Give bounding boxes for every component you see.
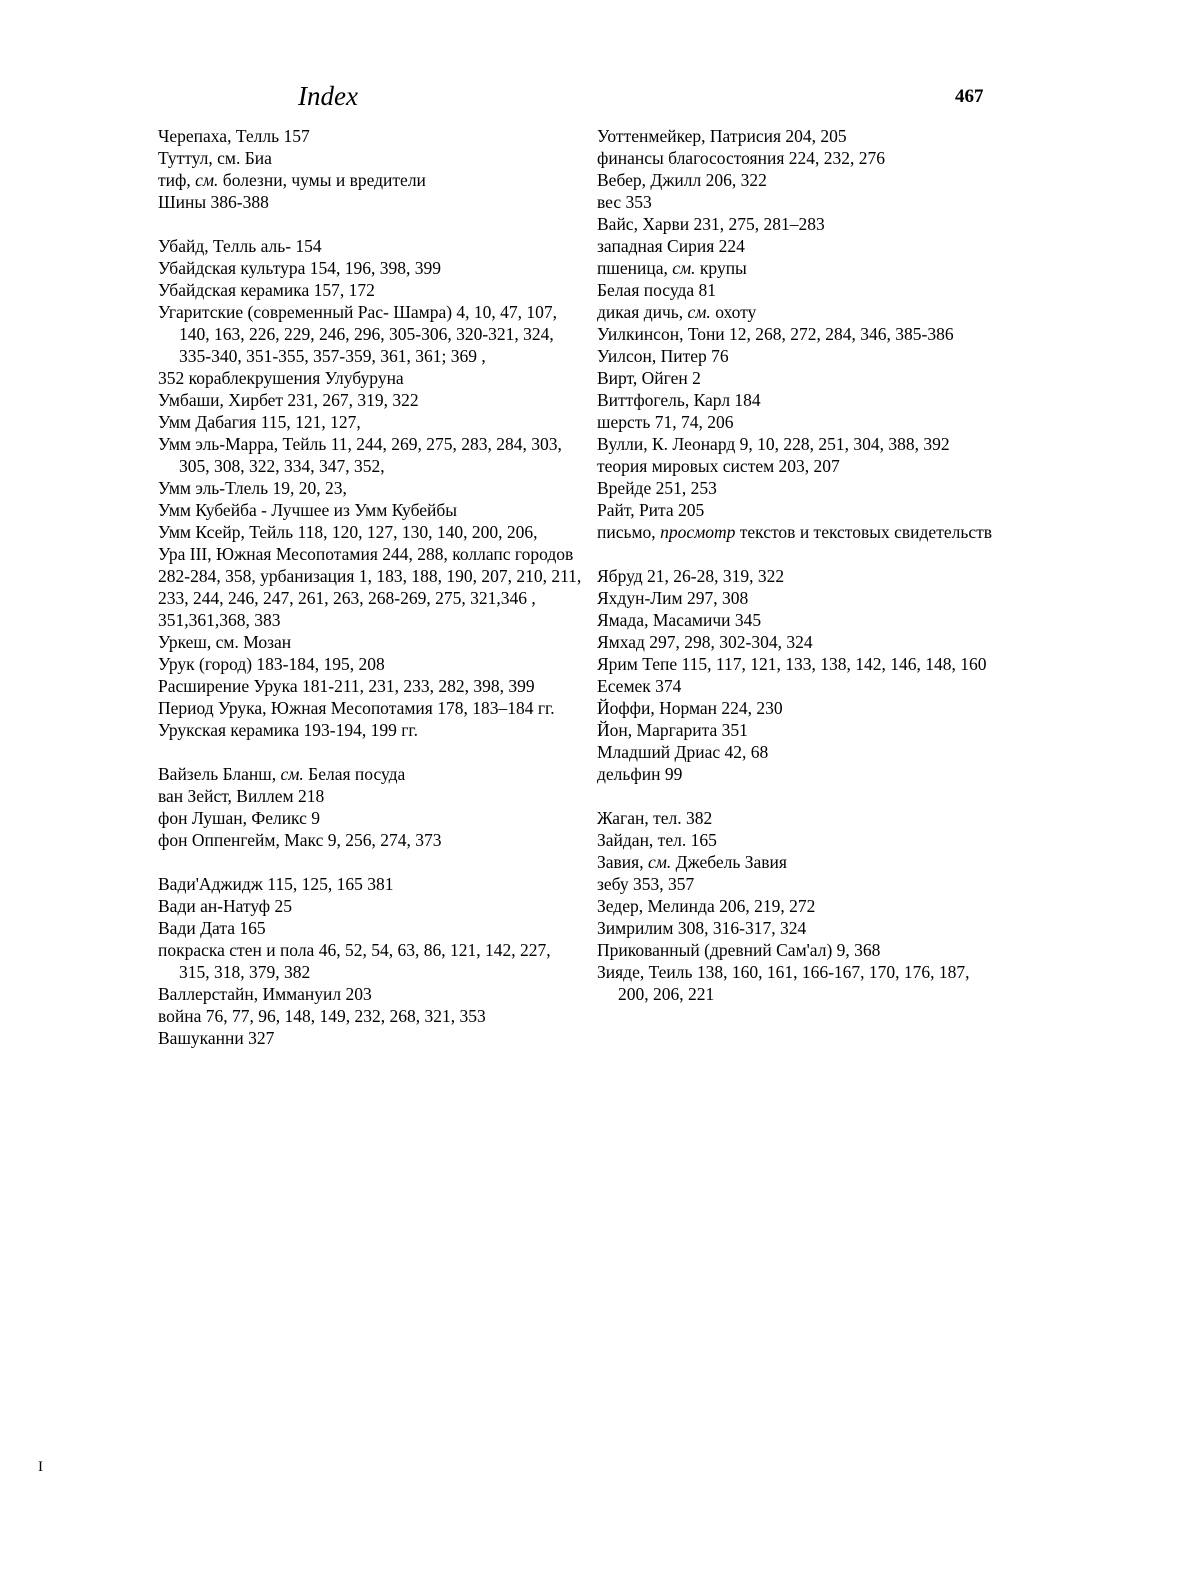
index-entry-term: дикая дичь, — [597, 302, 688, 322]
entry-group-spacer — [597, 785, 997, 807]
index-entry: Умм эль-Марра, Тейль 11, 244, 269, 275, 283, 284, 303, 305, 308, 322, 334, 347, 352, — [158, 434, 567, 476]
index-entry — [158, 763, 583, 785]
entry-group-spacer — [158, 213, 583, 235]
index-entry: Убайдская керамика 157, 172 — [158, 280, 375, 300]
index-entry-cross-reference: см. — [687, 302, 711, 322]
index-entry-term: Завия, — [597, 852, 648, 872]
index-entry: Умм эль-Тлель 19, 20, 23, — [158, 478, 347, 498]
index-entry: Ябруд 21, 26-28, 319, 322 — [597, 566, 785, 586]
index-entry-cross-reference: см. — [672, 258, 696, 278]
index-entry: 352 кораблекрушения Улубуруна — [158, 368, 404, 388]
index-entry: Черепаха, Телль 157 — [158, 126, 310, 146]
index-entry-target: Джебель Завия — [671, 852, 787, 872]
index-entry-target: крупы — [695, 258, 747, 278]
index-entry: Зедер, Мелинда 206, 219, 272 — [597, 896, 816, 916]
index-entry: Вебер, Джилл 206, 322 — [597, 170, 767, 190]
entry-group-spacer — [158, 851, 583, 873]
index-entry-term: Вайзель Бланш, — [158, 764, 281, 784]
index-entry: Уркеш, см. Мозан — [158, 632, 292, 652]
index-entry: Йоффи, Норман 224, 230 — [597, 698, 783, 718]
footer-mark: I — [38, 1459, 43, 1475]
index-entry: Туттул, см. Биа — [158, 148, 272, 168]
index-entry-term: пшеница, — [597, 258, 673, 278]
index-entry: Ярим Тепе 115, 117, 121, 133, 138, 142, 146, 148, 160 — [597, 654, 987, 674]
index-entry: Валлерстайн, Иммануил 203 — [158, 984, 372, 1004]
index-entry: Вирт, Ойген 2 — [597, 368, 701, 388]
index-entry-cross-reference: просмотр — [660, 522, 736, 542]
index-entry: Зимрилим 308, 316-317, 324 — [597, 918, 807, 938]
index-entry: Урукская керамика 193-194, 199 гг. — [158, 720, 419, 740]
index-entry: Райт, Рита 205 — [597, 500, 705, 520]
index-entry: Вашуканни 327 — [158, 1028, 275, 1048]
index-entry-target: текстов и текстовых свидетельств — [735, 522, 992, 542]
index-entry: Уоттенмейкер, Патрисия 204, 205 — [597, 126, 847, 146]
page-number: 467 — [955, 86, 984, 107]
index-entry-cross-reference: см. — [647, 852, 672, 872]
index-entry: Умбаши, Хирбет 231, 267, 319, 322 — [158, 390, 419, 410]
index-entry-target: охоту — [710, 302, 757, 322]
index-entry: Есемек 374 — [597, 676, 682, 696]
index-entry: Урук (город) 183-184, 195, 208 — [158, 654, 385, 674]
entry-group-spacer — [597, 543, 997, 565]
index-entry: Угаритские (современный Рас- Шамра) 4, 10, 47, 107, 140, 163, 226, 229, 246, 296, 305-306, 320-321, 324, 335-340, 351-355, 357-359, 361, 361; 369 , — [158, 302, 562, 366]
index-entry: Ямхад 297, 298, 302-304, 324 — [597, 632, 813, 652]
index-entry: Йон, Маргарита 351 — [597, 720, 748, 740]
index-entry — [597, 257, 997, 279]
index-entry-cross-reference: см. — [195, 170, 219, 190]
index-entry-cross-reference: см. — [280, 764, 304, 784]
index-entry: Вади ан-Натуф 25 — [158, 896, 292, 916]
index-entry: покраска стен и пола 46, 52, 54, 63, 86, 121, 142, 227, 315, 318, 379, 382 — [158, 940, 555, 982]
index-entry: ван Зейст, Виллем 218 — [158, 786, 325, 806]
index-entry: шерсть 71, 74, 206 — [597, 412, 734, 432]
index-entry: Период Урука, Южная Месопотамия 178, 183–184 гг. — [158, 698, 555, 718]
index-entry: Виттфогель, Карл 184 — [597, 390, 761, 410]
index-column-right — [597, 125, 997, 1005]
index-entry-target: болезни, чумы и вредители — [218, 170, 426, 190]
index-entry: война 76, 77, 96, 148, 149, 232, 268, 321, 353 — [158, 1006, 486, 1026]
entry-group-spacer — [158, 741, 583, 763]
index-entry — [597, 851, 997, 873]
index-entry: дельфин 99 — [597, 764, 683, 784]
index-entry-term: письмо, — [597, 522, 661, 542]
index-entry: Жаган, тел. 382 — [597, 808, 713, 828]
index-entry: теория мировых систем 203, 207 — [597, 456, 840, 476]
index-entry: Зияде, Теиль 138, 160, 161, 166-167, 170, 176, 187, 200, 206, 221 — [597, 962, 974, 1004]
index-entry: вес 353 — [597, 192, 652, 212]
index-entry: Врейде 251, 253 — [597, 478, 717, 498]
index-entry: Младший Дриас 42, 68 — [597, 742, 769, 762]
index-entry: Вади Дата 165 — [158, 918, 266, 938]
index-entry: Вулли, К. Леонард 9, 10, 228, 251, 304, 388, 392 — [597, 434, 950, 454]
index-column-left — [158, 125, 586, 1049]
index-entry: Убайдская культура 154, 196, 398, 399 — [158, 258, 442, 278]
index-entry: Убайд, Телль аль- 154 — [158, 236, 322, 256]
index-entry: Прикованный (древний Сам'ал) 9, 368 — [597, 940, 881, 960]
index-entry: Умм Кубейба - Лучшее из Умм Кубейбы — [158, 500, 458, 520]
index-entry: Белая посуда 81 — [597, 280, 717, 300]
index-entry: Зайдан, тел. 165 — [597, 830, 717, 850]
page-title: Index — [298, 81, 358, 111]
index-entry: Вайс, Харви 231, 275, 281–283 — [597, 214, 825, 234]
index-entry: Ямада, Масамичи 345 — [597, 610, 762, 630]
index-entry: западная Сирия 224 — [597, 236, 745, 256]
index-entry: Шины 386-388 — [158, 192, 269, 212]
index-entry: фон Оппенгейм, Макс 9, 256, 274, 373 — [158, 830, 442, 850]
index-entry: Расширение Урука 181-211, 231, 233, 282, 398, 399 — [158, 676, 535, 696]
index-entry: фон Лушан, Феликс 9 — [158, 808, 321, 828]
index-entry: Яхдун-Лим 297, 308 — [597, 588, 749, 608]
index-entry — [597, 301, 997, 323]
index-entry-target: Белая посуда — [303, 764, 406, 784]
index-entry: Умм Дабагия 115, 121, 127, — [158, 412, 361, 432]
index-entry: зебу 353, 357 — [597, 874, 695, 894]
index-entry: Вади'Аджидж 115, 125, 165 381 — [158, 874, 394, 894]
index-entry: Уилкинсон, Тони 12, 268, 272, 284, 346, 385-386 — [597, 324, 954, 344]
index-entry: Умм Ксейр, Тейль 118, 120, 127, 130, 140, 200, 206, — [158, 522, 538, 542]
index-entry: финансы благосостояния 224, 232, 276 — [597, 148, 886, 168]
index-entry: Ура III, Южная Месопотамия 244, 288, коллапс городов 282-284, 358, урбанизация 1, 183, 188, 190, 207, 210, 211, 233, 244, 246, 247, 261, 263, 268-269, 275, 321,346 , 351,361,368, 383 — [158, 544, 586, 630]
index-entry: Уилсон, Питер 76 — [597, 346, 729, 366]
index-entry — [597, 521, 997, 543]
index-entry-term: тиф, — [158, 170, 196, 190]
index-entry — [158, 169, 583, 191]
